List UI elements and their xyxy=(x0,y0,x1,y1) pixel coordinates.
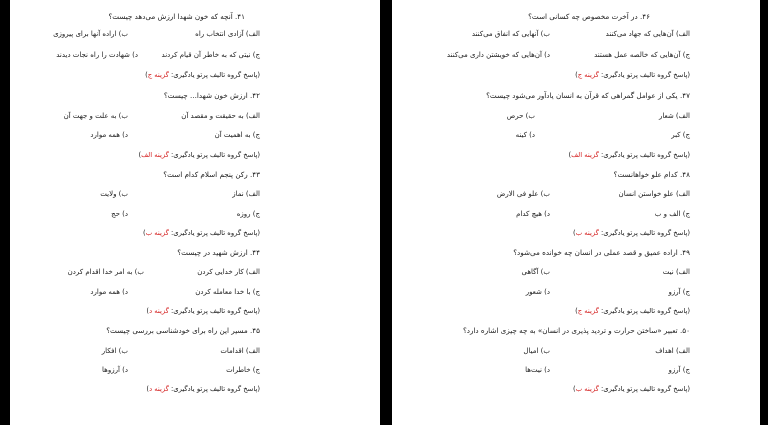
option-a: الف) آن‌هایی که جهاد می‌کنند xyxy=(605,30,690,38)
option-b: ب) افکار xyxy=(101,347,128,355)
answer-47: (پاسخ گروه تالیف پرتو یادگیری: گزینه الف) xyxy=(568,151,690,159)
option-a: الف) به حقیقت و مقصد آن xyxy=(181,112,260,120)
option-a: الف) کار خدایی کردن xyxy=(197,268,260,276)
answer-48: (پاسخ گروه تالیف پرتو یادگیری: گزینه ب) xyxy=(573,229,690,237)
option-d: د) شعور xyxy=(525,288,550,296)
question-42: ۴۲. ارزش خون شهدا... چیست؟ xyxy=(163,91,260,100)
answer-43: (پاسخ گروه تالیف پرتو یادگیری: گزینه ب) xyxy=(143,229,260,237)
answer-49: (پاسخ گروه تالیف پرتو یادگیری: گزینه ج) xyxy=(575,307,690,315)
option-a: الف) اهداف xyxy=(655,347,690,355)
right-page xyxy=(392,0,760,425)
option-a: الف) اقدامات xyxy=(220,347,260,355)
option-d: د) همه موارد xyxy=(90,131,128,139)
option-c: ج) آن‌هایی که خالصه عمل هستند xyxy=(594,51,690,59)
question-41: ۴۱. آنچه که خون شهدا ارزش می‌دهد چیست؟ xyxy=(108,12,245,21)
question-47: ۴۷. یکی از عوامل گمراهی که قرآن به انسان یادآور می‌شود چیست؟ xyxy=(486,91,690,100)
option-c: ج) با خدا معامله کردن xyxy=(195,288,260,296)
option-c: ج) نیتی که به خاطر آن قیام کردند xyxy=(161,51,260,59)
option-d: د) شهادت را راه نجات دیدند xyxy=(56,51,138,59)
option-d: د) کینه xyxy=(515,131,535,139)
question-49: ۴۹. اراده عمیق و قصد عملی در انسان چه خوانده می‌شود؟ xyxy=(513,248,690,257)
option-a: الف) نیت xyxy=(662,268,690,276)
option-d: د) آن‌هایی که خویشتن داری می‌کنند xyxy=(446,51,550,59)
option-b: ب) علو فی الارض xyxy=(496,190,550,198)
option-d: د) هیچ کدام xyxy=(516,210,550,218)
question-46: ۴۶. در آخرت مخصوص چه کسانی است؟ xyxy=(528,12,650,21)
answer-42: (پاسخ گروه تالیف پرتو یادگیری: گزینه الف) xyxy=(138,151,260,159)
option-d: د) نیت‌ها xyxy=(525,366,550,374)
question-48: ۴۸. کدام علو خواهانست؟ xyxy=(613,170,690,179)
option-b: ب) آگاهی xyxy=(521,268,550,276)
answer-45: (پاسخ گروه تالیف پرتو یادگیری: گزینه د) xyxy=(146,385,260,393)
option-b: ب) به امر خدا اقدام کردن xyxy=(67,268,144,276)
option-c: ج) الف و ب xyxy=(654,210,690,218)
option-c: ج) آرزو xyxy=(668,366,690,374)
option-b: ب) اراده آنها برای پیروزی xyxy=(53,30,128,38)
option-b: ب) ولایت xyxy=(100,190,128,198)
option-a: الف) شعار xyxy=(658,112,690,120)
answer-44: (پاسخ گروه تالیف پرتو یادگیری: گزینه د) xyxy=(146,307,260,315)
option-c: ج) آرزو xyxy=(668,288,690,296)
option-d: د) آرزوها xyxy=(102,366,128,374)
option-d: د) حج xyxy=(111,210,128,218)
option-c: ج) کبر xyxy=(671,131,690,139)
option-b: ب) حرص xyxy=(506,112,535,120)
option-b: ب) امیال xyxy=(523,347,550,355)
option-c: ج) روزه xyxy=(236,210,260,218)
question-45: ۴۵. مسیر این راه برای خودشناسی بررسی چیست؟ xyxy=(106,326,260,335)
option-c: ج) خاطرات xyxy=(226,366,260,374)
question-43: ۴۳. رکن پنجم اسلام کدام است؟ xyxy=(163,170,260,179)
answer-46: (پاسخ گروه تالیف پرتو یادگیری: گزینه ج) xyxy=(575,71,690,79)
option-a: الف) آزادی انتخاب راه xyxy=(195,30,260,38)
option-d: د) همه موارد xyxy=(90,288,128,296)
option-a: الف) علو خواستن انسان xyxy=(618,190,690,198)
answer-50: (پاسخ گروه تالیف پرتو یادگیری: گزینه ب) xyxy=(573,385,690,393)
option-b: ب) به علت و جهت آن xyxy=(63,112,128,120)
option-a: الف) نماز xyxy=(232,190,260,198)
option-b: ب) آنهایی که انفاق می‌کنند xyxy=(471,30,550,38)
left-page xyxy=(10,0,380,425)
question-44: ۴۴. ارزش شهید در چیست؟ xyxy=(177,248,260,257)
answer-41: (پاسخ گروه تالیف پرتو یادگیری: گزینه ج) xyxy=(145,71,260,79)
question-50: ۵۰. تعبیر «ساختن حرارت و تردید پذیری در انسان» به چه چیزی اشاره دارد؟ xyxy=(462,326,690,335)
option-c: ج) به اهمیت آن xyxy=(214,131,260,139)
